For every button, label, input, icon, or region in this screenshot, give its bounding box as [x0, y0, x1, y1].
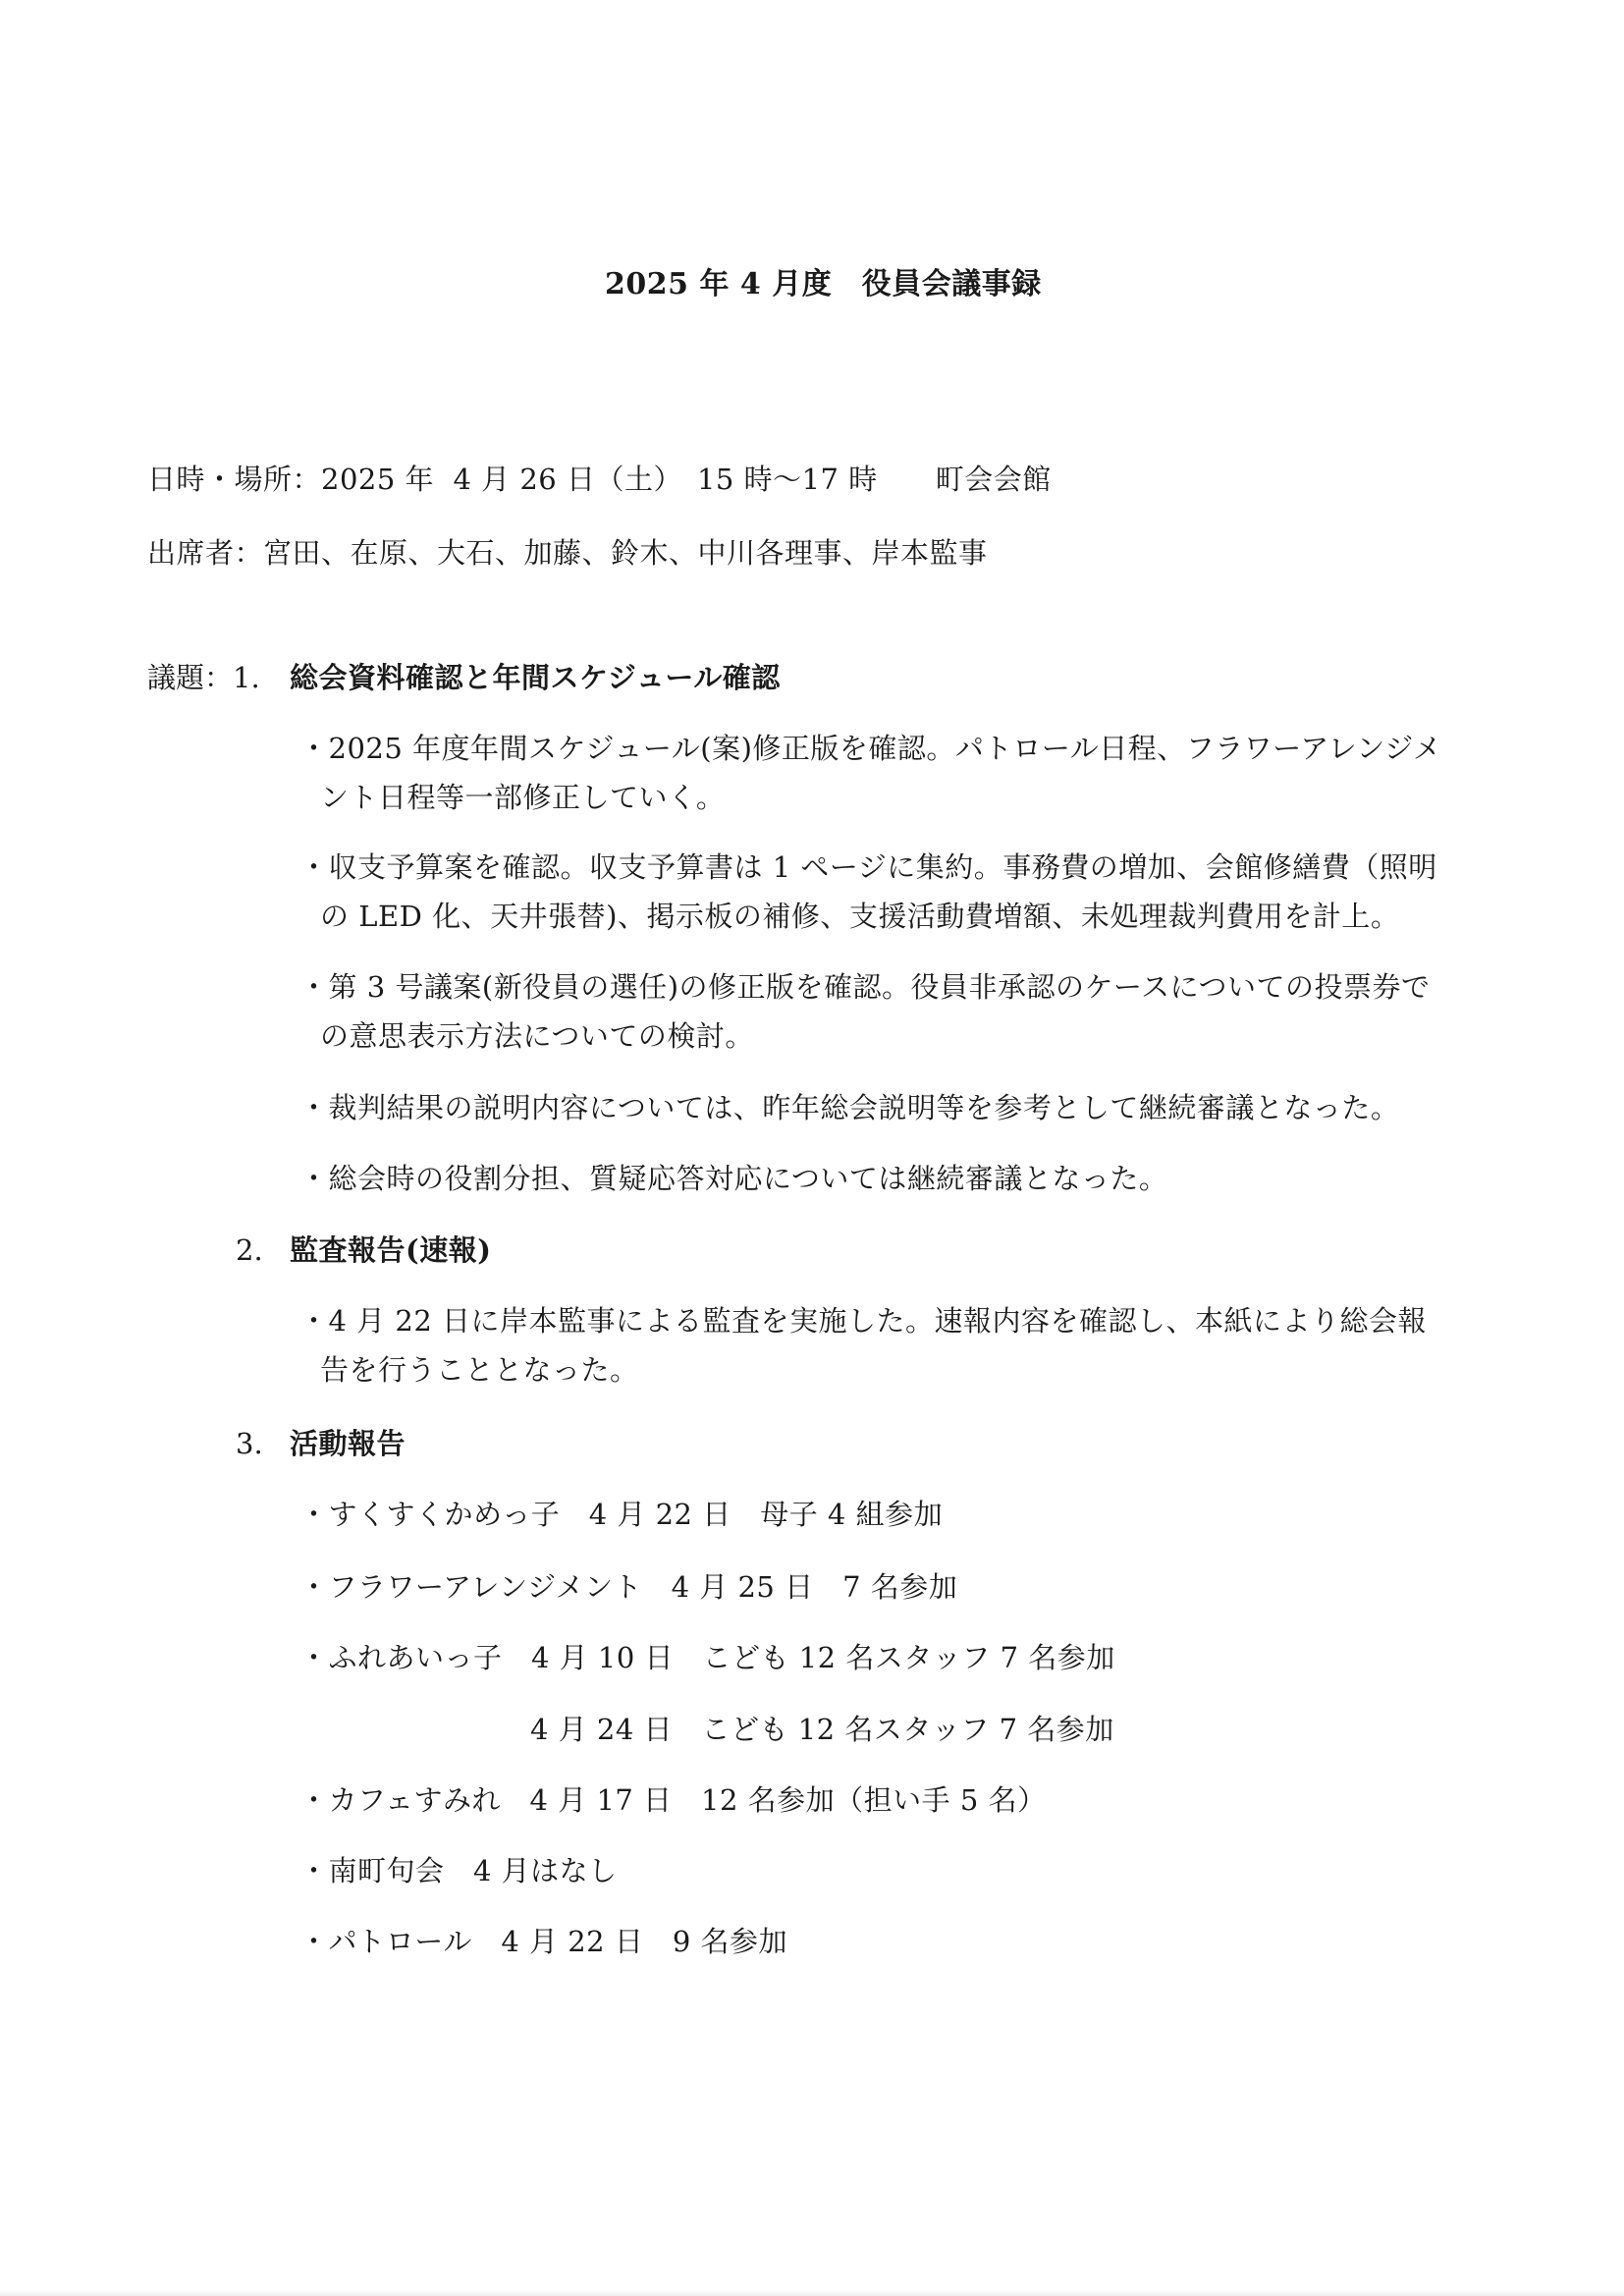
- section-1-heading: 総会資料確認と年間スケジュール確認: [290, 661, 781, 694]
- list-item: ・フラワーアレンジメント 4 月 25 日 7 名参加: [299, 1570, 958, 1604]
- section-3-heading: 活動報告: [290, 1427, 406, 1460]
- list-item: ・2025 年度年間スケジュール(案)修正版を確認。パトロール日程、フラワーアレンジメ: [299, 732, 1442, 765]
- scan-edge: [0, 2290, 1624, 2296]
- list-item: ・4 月 22 日に岸本監事による監査を実施した。速報内容を確認し、本紙により総会報: [299, 1304, 1428, 1338]
- attendees: 出席者：宮田、在原、大石、加藤、鈴木、中川各理事、岸本監事: [147, 536, 988, 570]
- list-item: ・南町句会 4 月はなし: [299, 1854, 618, 1887]
- list-item-continuation: の LED 化、天井張替)、掲示板の補修、支援活動費増額、未処理裁判費用を計上。: [320, 900, 1400, 933]
- list-item: ・総会時の役割分担、質疑応答対応については継続審議となった。: [299, 1162, 1168, 1195]
- list-item: ・ふれあいっ子 4 月 10 日 こども 12 名スタッフ 7 名参加: [299, 1641, 1115, 1674]
- list-item: ・すくすくかめっ子 4 月 22 日 母子 4 組参加: [299, 1498, 944, 1531]
- list-item-continuation: の意思表示方法についての検討。: [320, 1019, 754, 1053]
- list-item: ・裁判結果の説明内容については、昨年総会説明等を参考として継続審議となった。: [299, 1091, 1400, 1124]
- list-item-continuation: 4 月 24 日 こども 12 名スタッフ 7 名参加: [530, 1713, 1114, 1746]
- agenda-label: 議題：1.: [147, 661, 260, 694]
- section-2-heading: 監査報告(速報): [290, 1233, 492, 1267]
- document-title: 2025 年 4 月度 役員会議事録: [605, 267, 1042, 301]
- list-item: ・パトロール 4 月 22 日 9 名参加: [299, 1925, 788, 1958]
- list-item-continuation: ント日程等一部修正していく。: [320, 781, 726, 814]
- datetime-place: 日時・場所：2025 年 4 月 26 日（土） 15 時～17 時 町会会館: [147, 463, 1052, 496]
- list-item: ・収支予算案を確認。収支予算書は 1 ページに集約。事務費の増加、会館修繕費（照明: [299, 850, 1437, 884]
- section-3-number: 3.: [236, 1427, 263, 1460]
- list-item-continuation: 告を行うこととなった。: [320, 1353, 639, 1387]
- list-item: ・カフェすみれ 4 月 17 日 12 名参加（担い手 5 名）: [299, 1783, 1047, 1817]
- section-2-number: 2.: [236, 1233, 263, 1267]
- list-item: ・第 3 号議案(新役員の選任)の修正版を確認。役員非承認のケースについての投票券で: [299, 970, 1431, 1004]
